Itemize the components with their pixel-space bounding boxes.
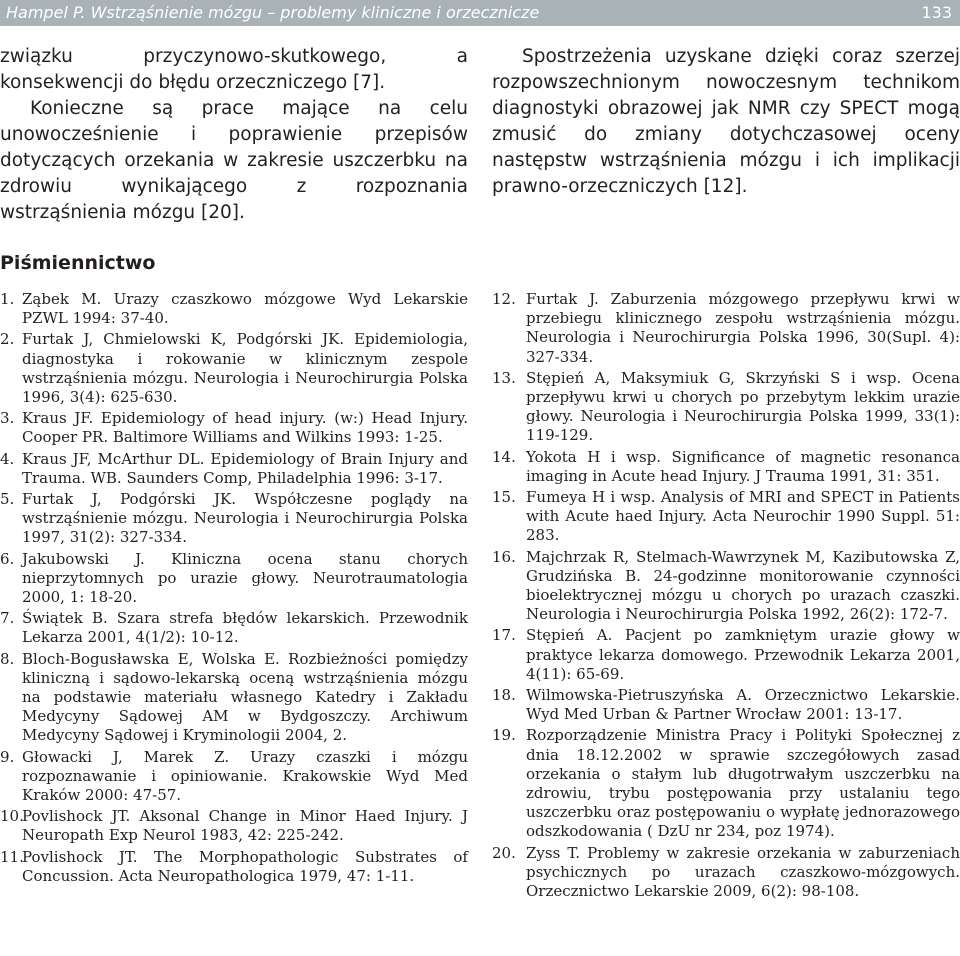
reference-text: Bloch-Bogusławska E, Wolska E. Rozbieżności pomiędzy kliniczną i sądowo-lekarską oceną wstrząśnienia mózgu na podstawie materiału własnego Katedry i Zakładu Medycyny Sądowej AM w Bydgoszczy. Archiwum Medycyny Sądowej i Kryminologii 2004, 2. <box>22 649 468 745</box>
running-header <box>0 0 960 26</box>
reference-number: 3. <box>0 409 15 428</box>
reference-number: 13. <box>492 368 516 387</box>
references-list-left <box>0 290 468 888</box>
reference-item <box>492 626 960 684</box>
reference-text: Furtak J, Podgórski JK. Współczesne poglądy na wstrząśnienie mózgu. Neurologia i Neurochirurgia Polska 1997, 31(2): 327-334. <box>22 490 468 547</box>
reference-number: 4. <box>0 449 15 468</box>
running-title: Hampel P. Wstrząśnienie mózgu – problemy kliniczne i orzecznicze <box>6 3 540 22</box>
references-list-right <box>492 290 960 903</box>
reference-number: 8. <box>0 649 15 668</box>
body-paragraph: Konieczne są prace mające na celu unowocześnienie i poprawienie przepisów dotyczących orzekania w zakresie uszczerbku na zdrowiu wynikającego z rozpoznania wstrząśnienia mózgu [20]. <box>0 98 468 223</box>
reference-number: 20. <box>492 843 516 862</box>
reference-text: Fumeya H i wsp. Analysis of MRI and SPECT in Patients with Acute haed Injury. Acta Neurochir 1990 Suppl. 51: 283. <box>526 488 960 545</box>
reference-text: Stępień A. Pacjent po zamkniętym urazie głowy w praktyce lekarza domowego. Przewodnik Lekarza 2001, 4(11): 65-69. <box>526 626 960 683</box>
reference-number: 16. <box>492 547 516 566</box>
reference-number: 12. <box>492 290 516 308</box>
reference-text: Furtak J. Zaburzenia mózgowego przepływu krwi w przebiegu klinicznego zespołu wstrząśnienia mózgu. Neurologia i Neurochirurgia Polska 1996, 30(Supl. 4): 327-334. <box>526 290 960 366</box>
reference-item <box>492 844 960 902</box>
reference-item <box>0 290 468 328</box>
page-number: 133 <box>921 3 952 22</box>
reference-number: 9. <box>0 747 15 766</box>
reference-number: 19. <box>492 726 516 745</box>
reference-text: Kraus JF, McArthur DL. Epidemiology of Brain Injury and Trauma. WB. Saunders Comp, Philadelphia 1996: 3-17. <box>22 449 468 487</box>
reference-text: Furtak J, Chmielowski K, Podgórski JK. Epidemiologia, diagnostyka i rokowanie w klinicznym zespole wstrząśnienia mózgu. Neurologia i Neurochirurgia Polska 1996, 3(4): 625-630. <box>22 330 468 407</box>
reference-text: Ząbek M. Urazy czaszkowo mózgowe Wyd Lekarskie PZWL 1994: 37-40. <box>22 290 468 328</box>
reference-item <box>0 848 468 886</box>
reference-item <box>0 490 468 548</box>
reference-text: Świątek B. Szara strefa błędów lekarskich. Przewodnik Lekarza 2001, 4(1/2): 10-12. <box>22 609 468 647</box>
reference-item <box>492 488 960 546</box>
reference-item <box>0 748 468 806</box>
reference-number: 5. <box>0 490 15 509</box>
body-right-column <box>492 44 960 200</box>
reference-text: Majchrzak R, Stelmach-Wawrzynek M, Kazibutowska Z, Grudzińska B. 24-godzinne monitorowanie czynności bioelektrycznej mózgu u chorych po urazach czaszki. Neurologia i Neurochirurgia Polska 1992, 26(2): 172-7. <box>526 547 960 624</box>
reference-number: 7. <box>0 609 15 628</box>
reference-item <box>492 686 960 724</box>
reference-number: 1. <box>0 290 15 308</box>
reference-item <box>492 369 960 446</box>
reference-number: 18. <box>492 686 516 705</box>
reference-item <box>0 409 468 447</box>
reference-number: 2. <box>0 330 15 349</box>
reference-item <box>0 450 468 488</box>
body-left-column <box>0 44 468 226</box>
reference-number: 11. <box>0 847 24 866</box>
reference-item <box>0 650 468 746</box>
body-paragraph: związku przyczynowo-skutkowego, a konsekwencji do błędu orzeczniczego [7]. <box>0 46 468 93</box>
reference-text: Kraus JF. Epidemiology of head injury. (w:) Head Injury. Cooper PR. Baltimore Williams and Wilkins 1993: 1-25. <box>22 409 468 447</box>
reference-item <box>0 330 468 407</box>
reference-item <box>0 550 468 608</box>
reference-item <box>0 807 468 845</box>
reference-text: Povlishock JT. The Morphopathologic Substrates of Concussion. Acta Neuropathologica 1979, 47: 1-11. <box>22 847 468 885</box>
reference-item <box>492 726 960 841</box>
reference-number: 17. <box>492 626 516 645</box>
reference-text: Rozporządzenie Ministra Pracy i Polityki Społecznej z dnia 18.12.2002 w sprawie szczegółowych zasad orzekania o stałym lub długotrwałym uszczerbku na zdrowiu, trybu postępowania przy ustalaniu tego uszczerbku oraz postępowaniu o wypłatę jednorazowego odszkodowania ( DzU nr 234, poz 1974). <box>526 726 960 841</box>
references-heading: Piśmiennictwo <box>0 252 156 274</box>
reference-number: 14. <box>492 447 516 466</box>
body-paragraph: Spostrzeżenia uzyskane dzięki coraz szerzej rozpowszechnionym nowoczesnym technikom diagnostyki obrazowej jak NMR czy SPECT mogą zmusić do zmiany dotychczasowej oceny następstw wstrząśnienia mózgu i ich implikacji prawno-orzeczniczych [12]. <box>492 46 960 197</box>
reference-text: Yokota H i wsp. Significance of magnetic resonanca imaging in Acute head Injury. J Trauma 1991, 31: 351. <box>526 447 960 485</box>
reference-number: 15. <box>492 488 516 507</box>
reference-number: 10. <box>0 807 24 826</box>
reference-item <box>492 290 960 367</box>
reference-text: Jakubowski J. Kliniczna ocena stanu chorych nieprzytomnych po urazie głowy. Neurotraumatologia 2000, 1: 18-20. <box>22 549 468 607</box>
reference-text: Stępień A, Maksymiuk G, Skrzyński S i wsp. Ocena przepływu krwi u chorych po przebytym lekkim urazie głowy. Neurologia i Neurochirurgia Polska 1999, 33(1): 119-129. <box>526 368 960 445</box>
reference-text: Głowacki J, Marek Z. Urazy czaszki i mózgu rozpoznawanie i opiniowanie. Krakowskie Wyd Med Kraków 2000: 47-57. <box>22 747 468 805</box>
reference-item <box>492 448 960 486</box>
reference-number: 6. <box>0 549 15 568</box>
reference-text: Povlishock JT. Aksonal Change in Minor Haed Injury. J Neuropath Exp Neurol 1983, 42: 225-242. <box>22 807 468 845</box>
reference-text: Zyss T. Problemy w zakresie orzekania w zaburzeniach psychicznych po urazach czaszkowo-mózgowych. Orzecznictwo Lekarskie 2009, 6(2): 98-108. <box>526 843 960 901</box>
reference-item <box>492 548 960 625</box>
reference-item <box>0 609 468 647</box>
reference-text: Wilmowska-Pietruszyńska A. Orzecznictwo Lekarskie. Wyd Med Urban & Partner Wrocław 2001: 13-17. <box>526 686 960 724</box>
